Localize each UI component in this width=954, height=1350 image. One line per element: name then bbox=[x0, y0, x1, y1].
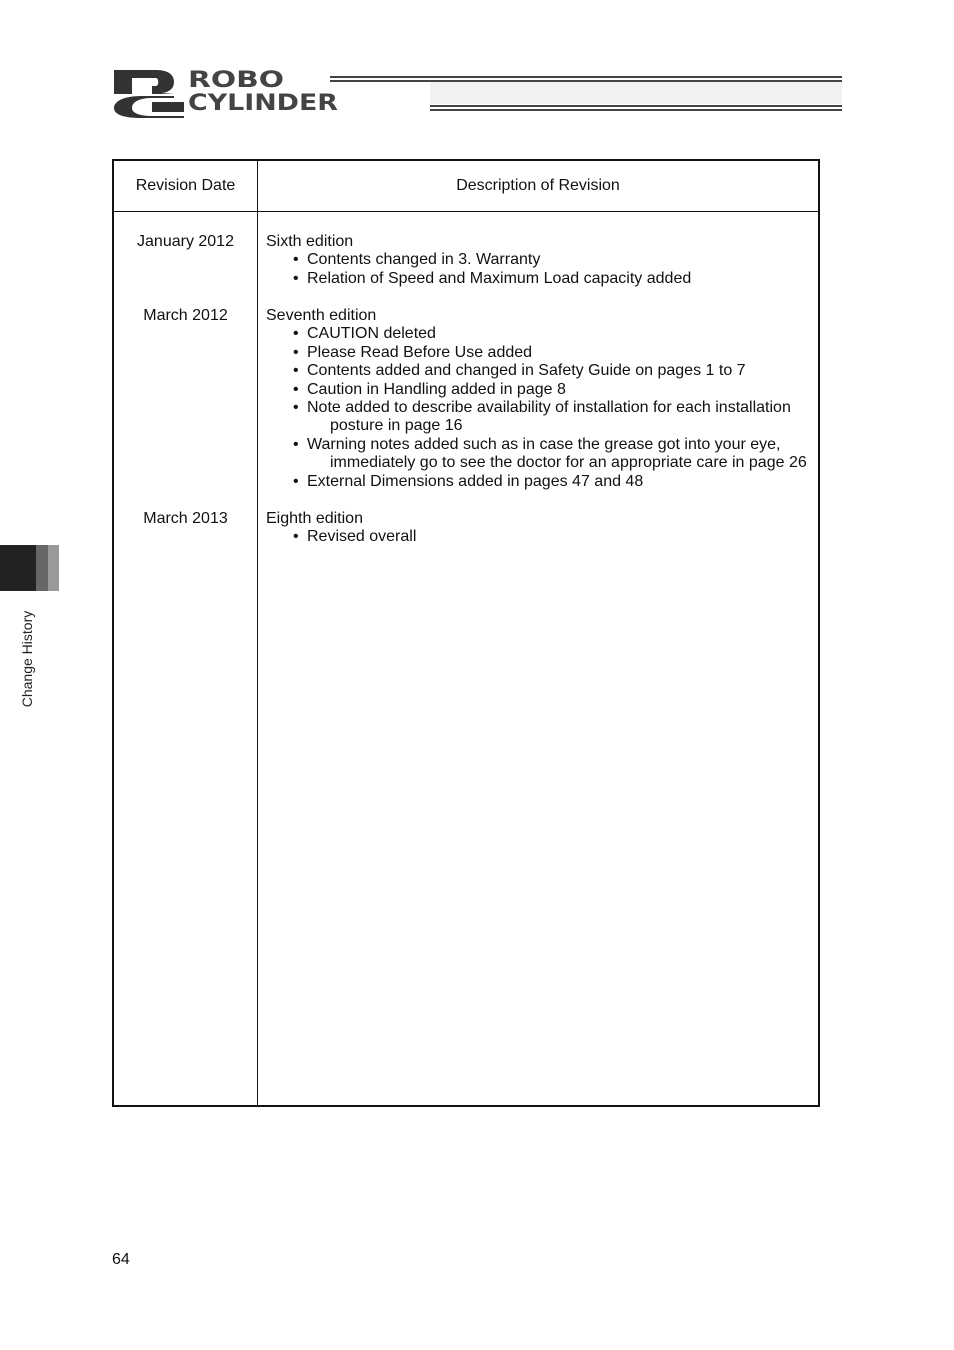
robo-cylinder-logo bbox=[112, 68, 842, 120]
bullet-icon: • bbox=[293, 343, 299, 361]
edition-title: Seventh edition bbox=[266, 307, 377, 324]
header-revision-date: Revision Date bbox=[135, 177, 236, 194]
change-item bbox=[266, 325, 814, 343]
change-item-text: Contents changed in 3. Warranty bbox=[307, 251, 541, 269]
change-item bbox=[266, 344, 814, 362]
change-item-text: External Dimensions added in pages 47 and 48 bbox=[307, 472, 644, 490]
change-item-text: Warning notes added such as in case the grease got into your eye, bbox=[307, 435, 781, 453]
header-divider bbox=[114, 211, 818, 212]
revision-description bbox=[266, 233, 814, 288]
logo-band-shade bbox=[430, 82, 842, 104]
bullet-icon: • bbox=[293, 269, 299, 287]
bullet-icon: • bbox=[293, 399, 299, 417]
change-item bbox=[266, 436, 814, 473]
bullet-icon: • bbox=[293, 528, 299, 546]
logo-rule-bottom bbox=[430, 105, 842, 111]
logo-word-robo: ROBO bbox=[188, 68, 285, 93]
change-item-text: Revised overall bbox=[307, 528, 417, 546]
revision-date: March 2013 bbox=[143, 510, 228, 527]
change-list bbox=[266, 251, 814, 288]
column-divider bbox=[257, 161, 258, 1105]
change-item bbox=[266, 528, 814, 546]
revision-table bbox=[112, 159, 820, 1107]
change-item-text: Please Read Before Use added bbox=[307, 343, 533, 361]
change-item bbox=[266, 251, 814, 269]
logo-rule-top bbox=[330, 76, 842, 82]
header-description: Description of Revision bbox=[456, 177, 620, 194]
page-number: 64 bbox=[112, 1251, 130, 1268]
change-item-continuation: immediately go to see the doctor for an appropriate care in page 26 bbox=[330, 454, 807, 472]
change-list bbox=[266, 325, 814, 491]
revision-description bbox=[266, 510, 814, 547]
change-item-continuation: posture in page 16 bbox=[330, 417, 463, 435]
revision-description bbox=[266, 307, 814, 491]
change-item bbox=[266, 270, 814, 288]
bullet-icon: • bbox=[293, 325, 299, 343]
bullet-icon: • bbox=[293, 435, 299, 453]
edition-title: Eighth edition bbox=[266, 510, 363, 527]
revision-date: March 2012 bbox=[143, 307, 228, 324]
chapter-tab-marker bbox=[0, 545, 59, 591]
rc-logo-mark bbox=[112, 68, 186, 120]
bullet-icon: • bbox=[293, 251, 299, 269]
change-item-text: Caution in Handling added in page 8 bbox=[307, 380, 566, 398]
change-item bbox=[266, 473, 814, 491]
change-list bbox=[266, 528, 814, 546]
revision-date: January 2012 bbox=[137, 233, 234, 250]
change-item-text: Note added to describe availability of installation for each installation bbox=[307, 399, 791, 417]
bullet-icon: • bbox=[293, 380, 299, 398]
change-item-text: CAUTION deleted bbox=[307, 325, 436, 343]
edition-title: Sixth edition bbox=[266, 233, 354, 250]
change-item-text: Relation of Speed and Maximum Load capacity added bbox=[307, 269, 692, 287]
change-item-text: Contents added and changed in Safety Guide on pages 1 to 7 bbox=[307, 362, 746, 380]
logo-word-cylinder: CYLINDER bbox=[188, 91, 338, 116]
bullet-icon: • bbox=[293, 472, 299, 490]
change-item bbox=[266, 399, 814, 436]
change-item bbox=[266, 362, 814, 380]
change-item bbox=[266, 381, 814, 399]
bullet-icon: • bbox=[293, 362, 299, 380]
chapter-side-label: Change History bbox=[19, 610, 35, 708]
